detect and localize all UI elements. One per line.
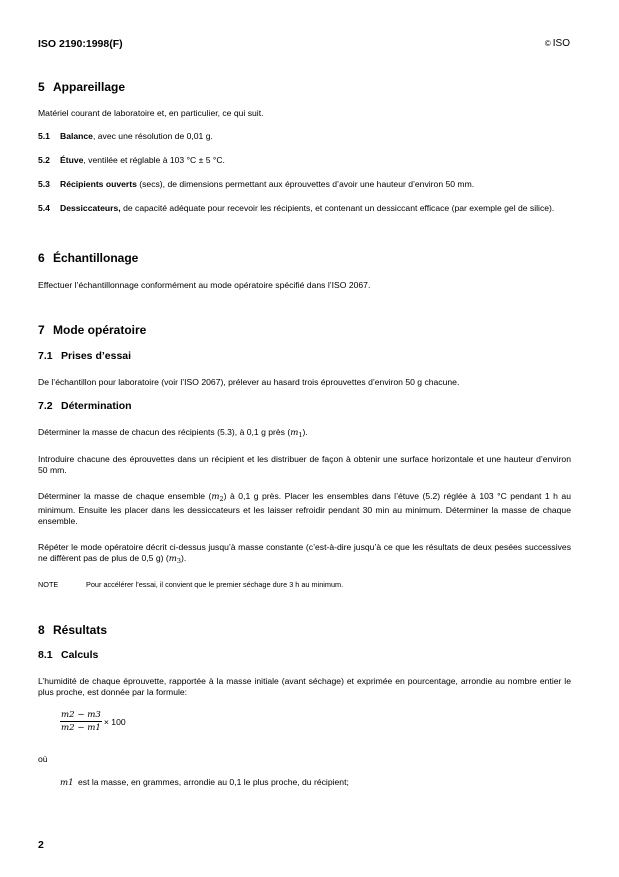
- section-8-1-heading: 8.1 Calculs: [38, 649, 99, 661]
- item-5-1: 5.1 Balance, avec une résolution de 0,01 g.: [38, 131, 213, 141]
- formula-denominator: m2 − m1: [61, 723, 101, 733]
- formula-factor: × 100: [103, 716, 126, 727]
- section-7-1-text: De l’échantillon pour laboratoire (voir l’ISO 2067), prélever au hasard trois éprouvettes d’environ 50 g chacune.: [38, 377, 460, 387]
- section-7-heading: 7 Mode opératoire: [38, 323, 147, 337]
- section-5-intro: Matériel courant de laboratoire et, en particulier, ce qui suit.: [38, 108, 264, 118]
- section-6-text: Effectuer l’échantillonnage conformément au mode opératoire spécifié dans l’ISO 2067.: [38, 280, 371, 290]
- section-7-2-heading: 7.2 Détermination: [38, 400, 132, 412]
- section-8-1-text: L’humidité de chaque éprouvette, rapportée à la masse initiale (avant séchage) et exprimée en pourcentage, arrondie au nombre entier le plus proche, est donnée par la formule:: [38, 676, 571, 698]
- copyright-notice: [545, 38, 570, 49]
- section-6-heading: 6 Échantillonage: [38, 251, 139, 265]
- page-number: 2: [38, 839, 44, 851]
- symbol-m2: $m_2$: [211, 492, 224, 503]
- definition-text: est la masse, en grammes, arrondie au 0,1 le plus proche, du récipient;: [78, 777, 349, 787]
- section-7-1-heading: 7.1 Prises d’essai: [38, 350, 132, 362]
- definition-m1: [60, 777, 349, 788]
- section-8-heading: 8 Résultats: [38, 623, 108, 637]
- item-5-3: 5.3 Récipients ouverts (secs), de dimensions permettant aux éprouvettes d’avoir une hauteur d’environ 50 mm.: [38, 179, 475, 189]
- symbol-m3: $m_3$: [168, 554, 182, 566]
- formula-fraction: [60, 710, 102, 733]
- section-7-2-para-2: Introduire chacune des éprouvettes dans un récipient et les distribuer de façon à obtenir une surface horizontale et une hauteur d’environ 50 mm.: [38, 454, 571, 476]
- section-7-2-para-4: Répéter le mode opératoire décrit ci-dessus jusqu’à masse constante (c’est-à-dire jusqu’à ce que les résultats de deux pesées successives ne diffèrent pas de plus de 0,5 g) $(m_3)$.: [38, 542, 571, 566]
- definition-symbol: m1: [60, 778, 74, 788]
- standard-reference: ISO 2190:1998(F): [38, 38, 123, 50]
- copyright-label: ISO: [552, 38, 570, 49]
- section-5-heading: 5 Appareillage: [38, 80, 126, 94]
- item-5-4: 5.4 Dessiccateurs, de capacité adéquate pour recevoir les récipients, et contenant un dessiccant efficace (par exemple gel de silice).: [38, 203, 555, 213]
- symbol-m1: $m_1$: [290, 428, 303, 439]
- ou-label: où: [38, 754, 48, 764]
- section-7-2-para-3: Déterminer la masse de chaque ensemble $(m_2)$ à 0,1 g près. Placer les ensembles dans l’étuve (5.2) réglée à 103 °C pendant 1 h au minimum. Ensuite les placer dans les dessiccateurs et les laisser refroidir pendant 30 min au minimum. Déterminer la masse de chaque ensemble.: [38, 491, 571, 527]
- note: NOTE Pour accélérer l’essai, il convient que le premier séchage dure 3 h au minimum.: [38, 580, 344, 589]
- copyright-symbol: ©: [544, 39, 551, 48]
- formula-numerator: m2 − m3: [61, 710, 101, 720]
- moisture-formula: [60, 710, 126, 733]
- section-7-2-para-1: Déterminer la masse de chacun des récipients (5.3), à 0,1 g près $(m_1)$.: [38, 427, 308, 439]
- item-5-2: 5.2 Étuve, ventilée et réglable à 103 °C ± 5 °C.: [38, 155, 225, 165]
